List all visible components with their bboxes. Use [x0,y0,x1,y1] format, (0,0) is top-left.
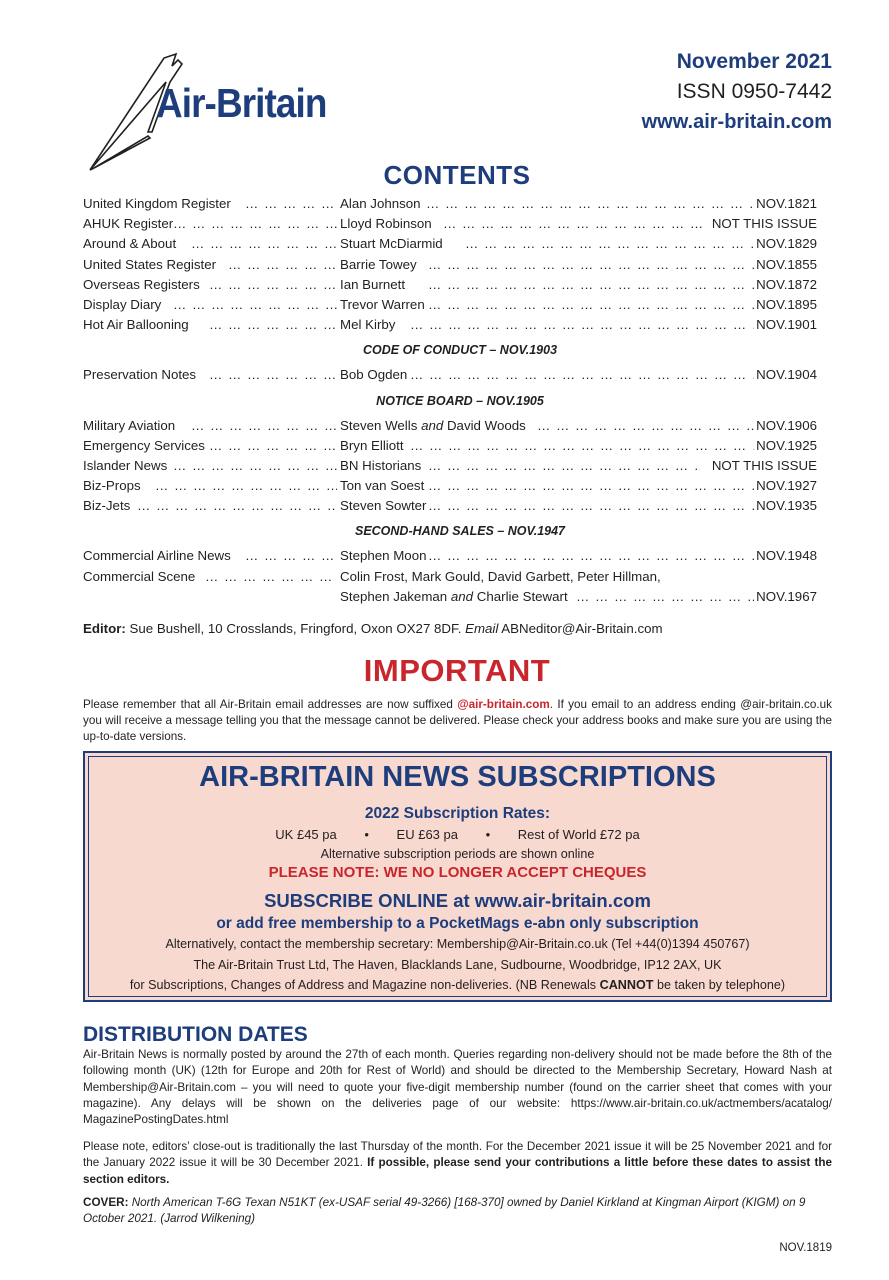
author: Ian Burnett [340,276,406,292]
author: Barrie Towey [340,256,417,272]
subscription-title: AIR-BRITAIN NEWS SUBSCRIPTIONS [199,761,716,793]
closeout-paragraph: Please note, editors’ close-out is traditionally the last Thursday of the month. For the December 2021 issue it will be 25 November 2021 and for the January 2022 issue it will be 30 December 2021. If possible, please send your contributions a little before these dates to assist the section editors. [83,1140,832,1186]
contents-row [83,234,817,254]
masthead-info [642,48,832,136]
section-name: United Kingdom Register [83,196,231,211]
contents-row [83,255,817,275]
section-name: AHUK Register [83,216,174,232]
section-name: Emergency Services [83,437,205,453]
rates-heading: 2022 Subscription Rates: [364,805,551,822]
code-of-conduct-heading: CODE OF CONDUCT – NOV.1903 [362,343,558,358]
page-number: NOV.1819 [779,1242,832,1254]
editor-line: Editor: Sue Bushell, 10 Crosslands, Fringford, Oxon OX27 8DF. Email ABNeditor@Air-Britain.com [83,621,663,636]
author: Trevor Warren [340,296,425,312]
author: Bob Ogden [340,367,408,383]
author: Steven Sowter [340,498,427,514]
page-ref: NOT THIS ISSUE [710,214,817,234]
page-ref: NOV.1829 [754,234,817,254]
pocketmags-text: or add free membership to a PocketMags e-abn only subscription [216,915,699,932]
page-ref: NOV.1906 [754,416,817,436]
page-ref: NOV.1872 [754,275,817,295]
notice-board-heading: NOTICE BOARD – NOV.1905 [376,393,544,408]
author: Bryn Elliott [340,437,404,453]
logo-text: Air-Britain [156,80,327,126]
contents-row [83,214,817,234]
distribution-paragraph: Air-Britain News is normally posted by around the 27th of each month. Queries regarding non-delivery should not be made before the 8th of the following month (UK) (12th for Europe and 20th for Rest of World) and should be directed to the Membership Secretary, Howard Nash at Membership@Air-Britain.com – you will need to quote your five-digit membership number (found on the carrier sheet that comes with your magazine). Any delays will be shown on the deliveries page of our website: https://www.air-britain.co.uk/actmembers/acatalog/ MagazinePostingDates.html [83,1048,832,1127]
contents-row [83,275,817,295]
page-ref: NOV.1901 [754,315,817,335]
issn: ISSN 0950-7442 [676,80,832,103]
renewals-note: for Subscriptions, Changes of Address and Magazine non-deliveries. (NB Renewals CANNOT be taken by telephone) [129,978,786,992]
section-name: Hot Air Ballooning [83,317,189,333]
important-text: Please remember that all Air-Britain email addresses are now suffixed @air-britain.com. If you email to an address ending @air-britain.co.uk you will receive a message telling you that the message cannot be delivered. Please check your address books and make sure you are using the up-to-date versions. [83,698,832,743]
page-ref: NOV.1855 [754,255,817,275]
section-name: Around & About [83,236,177,252]
contents-row-continued [83,587,817,607]
author: Stephen Jakeman and Charlie Stewart [340,588,568,604]
distribution-heading: DISTRIBUTION DATES [83,1023,308,1046]
important-heading: IMPORTANT [363,653,551,688]
cover-caption: COVER: North American T-6G Texan N51KT (ex-USAF serial 49-3266) [168-370] owned by Daniel Kirkland at Kingman Airport (KIGM) on 9 October 2021. (Jarrod Wilkening) [83,1196,806,1226]
contents-row [83,315,817,335]
author: Steven Wells and David Woods [340,417,526,433]
section-name: Biz-Jets [83,498,131,514]
membership-contact: Alternatively, contact the membership secretary: Membership@Air-Britain.co.uk (Tel +44(0)1394 450767) [165,937,750,951]
page-ref: NOV.1935 [754,496,817,516]
section-name: Islander News [83,457,168,473]
author: Stuart McDiarmid [340,236,443,252]
author: Alan Johnson [340,196,421,211]
alt-periods-text: Alternative subscription periods are shown online [320,847,595,861]
author: Mel Kirby [340,317,396,333]
author: Lloyd Robinson [340,216,432,232]
section-name: Military Aviation [83,417,176,433]
contents-row [83,365,817,385]
section-name: United States Register [83,256,217,272]
contents-row [83,456,817,476]
author: Ton van Soest [340,478,425,494]
contents-row [83,476,817,496]
author: Colin Frost, Mark Gould, David Garbett, Peter Hillman, [340,568,661,584]
email-suffix: @air-britain.com [457,698,550,711]
contents-row [83,295,817,315]
page-ref: NOV.1927 [754,476,817,496]
trust-address: The Air-Britain Trust Ltd, The Haven, Blacklands Lane, Sudbourne, Woodbridge, IP12 2AX, UK [193,958,722,972]
page-ref: NOV.1821 [754,194,817,214]
section-name: Overseas Registers [83,276,200,292]
author: BN Historians [340,457,422,473]
subscription-box [83,751,832,1002]
page-ref: NOV.1948 [754,546,817,566]
contents-row [83,194,817,214]
rates-list: UK £45 pa • EU £63 pa • Rest of World £72 pa [275,827,640,842]
contents-list [83,194,817,607]
issue-date: November 2021 [676,50,832,73]
page-ref: NOV.1895 [754,295,817,315]
page-ref: NOV.1967 [754,587,817,607]
section-name: Display Diary [83,296,162,312]
page-ref: NOT THIS ISSUE [710,456,817,476]
author: Stephen Moon [340,548,427,564]
contents-heading: CONTENTS [383,160,531,190]
section-name: Preservation Notes [83,367,197,383]
page-ref: NOV.1925 [754,436,817,456]
contents-row [83,436,817,456]
section-name: Commercial Scene [83,568,196,584]
cheques-note: PLEASE NOTE: WE NO LONGER ACCEPT CHEQUES [268,864,647,881]
contents-row [83,567,817,587]
subscribe-online-link[interactable]: SUBSCRIBE ONLINE at www.air-britain.com [264,890,651,911]
contents-row [83,496,817,516]
second-hand-sales-heading: SECOND-HAND SALES – NOV.1947 [354,524,566,539]
website-link[interactable]: www.air-britain.com [641,111,832,133]
contents-row [83,416,817,436]
section-name: Commercial Airline News [83,548,231,564]
section-name: Biz-Props [83,478,141,494]
page-ref: NOV.1904 [754,365,817,385]
contents-row [83,546,817,566]
